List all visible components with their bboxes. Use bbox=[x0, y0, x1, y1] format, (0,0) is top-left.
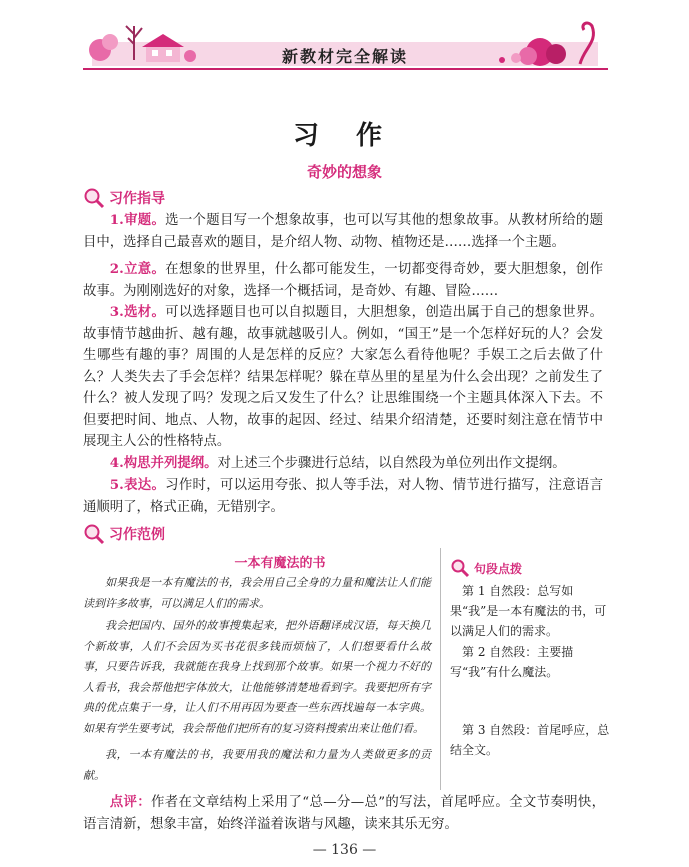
note-3: 第 3 自然段：首尾呼应，总结全文。 bbox=[450, 723, 610, 757]
guide-item-4: 4.构思并列提纲。对上述三个步骤进行总结，以自然段为单位列出作文提纲。 bbox=[109, 455, 566, 471]
page-number: — 136 — bbox=[312, 842, 377, 858]
example-heading-label: 习作范例 bbox=[109, 527, 165, 543]
example-heading bbox=[83, 523, 165, 545]
guide-item-2: 2.立意。在想象的世界里，什么都可能发生，一切都变得奇妙，要大胆想象，创作故事。为刚刚选好的对象，选择一个概括词，是奇妙、有趣、冒险…… bbox=[83, 261, 604, 299]
essay-paragraph-2: 我会把国内、国外的故事搜集起来，把外语翻译成汉语，每天换几个新故事，人们不会因为买书花很多钱而烦恼了，人们想要看什么故事，只要告诉我，我就能在我身上找到那个故事。如果一个视力不好的人看书，我会帮他把字体放大，让他能够清楚地看到字。我要把所有字典的优点集于一身，让人们不用再因为要查一些东西找遍每一本字典。如果有学生要考试，我会帮他们把所有的复习资料搜索出来让他们看。 bbox=[83, 619, 431, 735]
essay-paragraph-3: 我，一本有魔法的书，我要用我的魔法和力量为人类做更多的贡献。 bbox=[83, 748, 431, 782]
note-2: 第 2 自然段：主要描写“我”有什么魔法。 bbox=[450, 645, 574, 679]
guide-heading bbox=[83, 187, 165, 209]
essay-paragraph-1: 如果我是一本有魔法的书，我会用自己全身的力量和魔法让人们能读到许多故事，可以满足人们的需求。 bbox=[83, 576, 431, 610]
subtitle: 奇妙的想象 bbox=[306, 163, 382, 181]
comment-label: 点评： bbox=[109, 794, 152, 810]
header-title: 新教材完全解读 bbox=[281, 47, 408, 66]
flower-bush-illustration-icon bbox=[488, 18, 608, 70]
magnifier-icon bbox=[83, 523, 105, 545]
guide-heading-label: 习作指导 bbox=[109, 191, 165, 207]
comment bbox=[83, 792, 605, 835]
notes-heading-label: 句段点拨 bbox=[474, 561, 523, 576]
house-tree-illustration-icon bbox=[86, 20, 196, 70]
guide-item-3: 3.选材。可以选择题目也可以自拟题目，大胆想象，创造出属于自己的想象世界。故事情节越曲折、越有趣，故事就越吸引人。例如，“国王”是一个怎样好玩的人？会发生哪些有趣的事？周围的人是怎样的反应？大家怎么看待他呢？手娱工之后去做了什么？人类失去了手会怎样？结果怎样呢？躲在草丛里的星星为什么会出现？之前发生了什么？被人发现了吗？发现之后又发生了什么？让思维围绕一个主题具体深入下去。不但要把时间、地点、人物，故事的起因、经过、结果介绍清楚，还要时刻注意在情节中展现主人公的性格特点。 bbox=[83, 304, 604, 449]
magnifier-icon bbox=[83, 187, 105, 209]
guide-item-5: 5.表达。习作时，可以运用夸张、拟人等手法，对人物、情节进行描写，注意语言通顺明了，格式正确，无错别字。 bbox=[83, 477, 604, 515]
comment-text: 作者在文章结构上采用了“总—分—总”的写法，首尾呼应。全文节奏明快，语言清新，想象丰富，始终洋溢着诙谐与风趣，读来其乐无穷。 bbox=[83, 795, 605, 832]
magnifier-icon bbox=[450, 558, 470, 578]
notes-heading bbox=[450, 558, 522, 578]
guide-item-1: 1.审题。选一个题目写一个想象故事，也可以写其他的想象故事。从教材所给的题目中，选择自己最喜欢的题目，是介绍人物、动物、植物还是……选择一个主题。 bbox=[83, 212, 604, 250]
essay-title: 一本有魔法的书 bbox=[234, 556, 326, 571]
note-1: 第 1 自然段：总写如果“我”是一本有魔法的书，可以满足人们的需求。 bbox=[450, 584, 607, 638]
page-title: 习 作 bbox=[292, 121, 397, 151]
column-divider bbox=[440, 548, 441, 790]
